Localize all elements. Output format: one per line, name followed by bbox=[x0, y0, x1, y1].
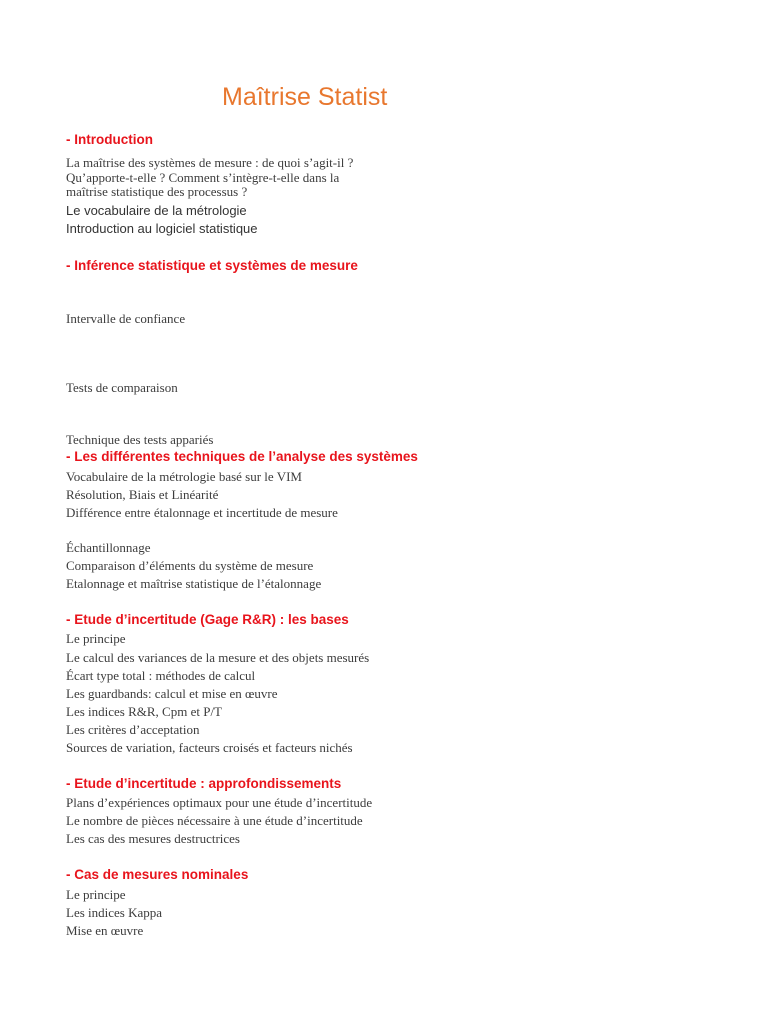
intro-paragraph-line: Qu’apporte-t-elle ? Comment s’intègre-t-elle dans la bbox=[66, 169, 340, 185]
intro-paragraph-line: maîtrise statistique des processus ? bbox=[66, 184, 248, 199]
list-item: Les cas des mesures destructrices bbox=[66, 831, 240, 846]
list-item: Échantillonnage bbox=[66, 540, 151, 555]
list-item: Le calcul des variances de la mesure et des objets mesurés bbox=[66, 650, 370, 665]
list-item: Comparaison d’éléments du système de mesure bbox=[66, 558, 314, 573]
list-item: Les guardbands: calcul et mise en œuvre bbox=[66, 686, 278, 701]
list-item: Etalonnage et maîtrise statistique de l’étalonnage bbox=[66, 576, 322, 591]
section-heading-inference: - Inférence statistique et systèmes de mesure bbox=[66, 258, 358, 273]
list-item: Sources de variation, facteurs croisés et facteurs nichés bbox=[66, 740, 353, 755]
list-item: Plans d’expériences optimaux pour une étude d’incertitude bbox=[66, 795, 373, 810]
list-item: Différence entre étalonnage et incertitude de mesure bbox=[66, 505, 338, 520]
list-item: Le principe bbox=[66, 631, 126, 646]
list-item: Le nombre de pièces nécessaire à une étude d’incertitude bbox=[66, 813, 363, 828]
list-item: Vocabulaire de la métrologie basé sur le VIM bbox=[66, 469, 302, 484]
list-item: Tests de comparaison bbox=[66, 380, 178, 395]
list-item: Écart type total : méthodes de calcul bbox=[66, 668, 256, 683]
section-heading-techniques: - Les différentes techniques de l’analyse des systèmes bbox=[66, 449, 418, 464]
list-item: Le principe bbox=[66, 887, 126, 902]
list-item: Le vocabulaire de la métrologie bbox=[66, 203, 247, 218]
list-item: Intervalle de confiance bbox=[66, 311, 186, 326]
section-heading-mesures-nominales: - Cas de mesures nominales bbox=[66, 867, 249, 882]
intro-paragraph bbox=[66, 156, 353, 200]
list-item: Technique des tests appariés bbox=[66, 432, 214, 447]
list-item: Résolution, Biais et Linéarité bbox=[66, 487, 219, 502]
list-item: Les indices Kappa bbox=[66, 905, 163, 920]
list-item: Les indices R&R, Cpm et P/T bbox=[66, 704, 222, 719]
intro-paragraph-line: La maîtrise des systèmes de mesure : de quoi s’agit-il ? bbox=[66, 155, 354, 170]
section-heading-approfondissements: - Etude d’incertitude : approfondissements bbox=[66, 776, 342, 791]
list-item: Les critères d’acceptation bbox=[66, 722, 200, 737]
list-item: Introduction au logiciel statistique bbox=[66, 221, 258, 236]
section-heading-introduction: - Introduction bbox=[66, 132, 153, 147]
section-heading-gage-rr: - Etude d’incertitude (Gage R&R) : les bases bbox=[66, 612, 349, 627]
list-item: Mise en œuvre bbox=[66, 923, 144, 938]
page-title: Maîtrise Statist bbox=[222, 83, 388, 111]
